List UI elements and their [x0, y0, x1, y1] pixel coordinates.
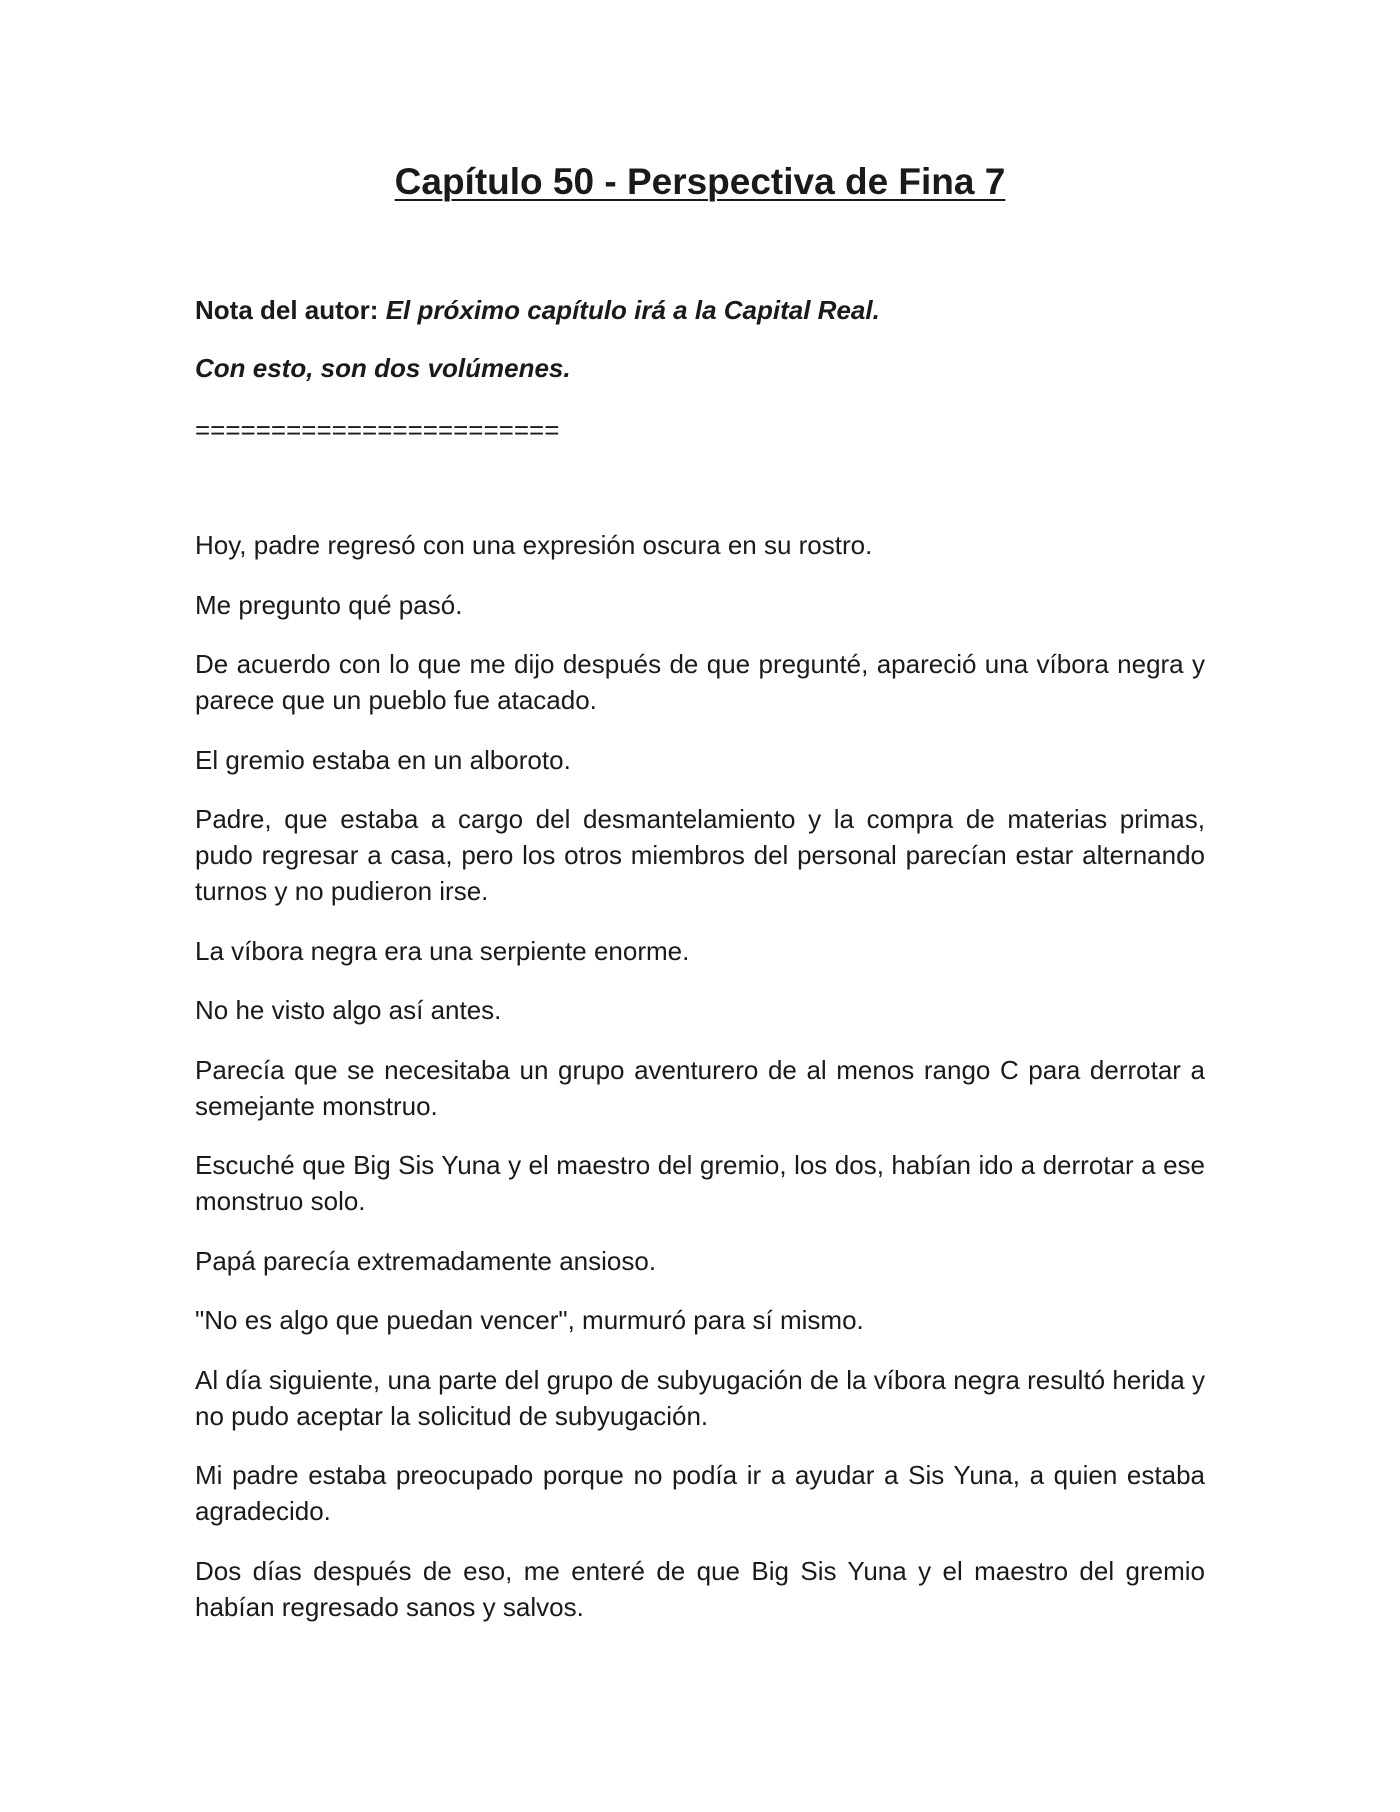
author-note-line2: Con esto, son dos volúmenes.	[195, 353, 571, 383]
author-note-line1: El próximo capítulo irá a la Capital Real.	[385, 295, 880, 325]
document-page	[195, 0, 1205, 1812]
paragraph: Hoy, padre regresó con una expresión oscura en su rostro.	[195, 530, 873, 560]
paragraph: Escuché que Big Sis Yuna y el maestro del gremio, los dos, habían ido a derrotar a ese monstruo solo.	[195, 1150, 1205, 1216]
author-note	[195, 292, 1205, 328]
paragraph: De acuerdo con lo que me dijo después de que pregunté, apareció una víbora negra y parece que un pueblo fue atacado.	[195, 649, 1205, 715]
paragraph: "No es algo que puedan vencer", murmuró para sí mismo.	[195, 1305, 864, 1335]
paragraph: Dos días después de eso, me enteré de que Big Sis Yuna y el maestro del gremio habían regresado sanos y salvos.	[195, 1555, 1205, 1622]
paragraph: Padre, que estaba a cargo del desmantelamiento y la compra de materias primas, pudo regresar a casa, pero los otros miembros del personal parecían estar alternando turnos y no pudieron irse.	[195, 804, 1205, 906]
paragraph: Parecía que se necesitaba un grupo aventurero de al menos rango C para derrotar a semejante monstruo.	[195, 1054, 1205, 1121]
paragraph: La víbora negra era una serpiente enorme.	[195, 935, 690, 966]
chapter-title: Capítulo 50 - Perspectiva de Fina 7	[394, 161, 1006, 202]
paragraph: Al día siguiente, una parte del grupo de subyugación de la víbora negra resultó herida y no pudo aceptar la solicitud de subyugación.	[195, 1364, 1205, 1431]
separator-line: ========================	[195, 415, 560, 445]
author-note-line2-row	[195, 350, 1205, 386]
author-note-label: Nota del autor:	[195, 295, 379, 325]
paragraph: Me pregunto qué pasó.	[195, 589, 463, 620]
paragraph: Papá parecía extremadamente ansioso.	[195, 1245, 657, 1276]
paragraph: Mi padre estaba preocupado porque no podía ir a ayudar a Sis Yuna, a quien estaba agradecido.	[195, 1460, 1205, 1526]
paragraph: El gremio estaba en un alboroto.	[195, 744, 571, 775]
paragraph: No he visto algo así antes.	[195, 995, 502, 1025]
chapter-body	[195, 527, 1205, 1648]
